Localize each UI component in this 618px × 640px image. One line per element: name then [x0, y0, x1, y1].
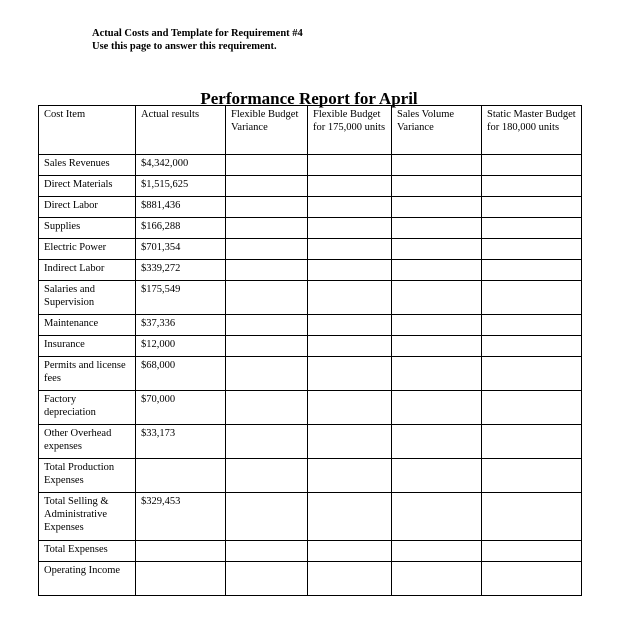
flexible-budget-variance-cell[interactable]: [226, 281, 308, 315]
cost-item-cell: Direct Labor: [39, 197, 136, 218]
table-row: [39, 562, 582, 596]
sales-volume-variance-cell[interactable]: [392, 218, 482, 239]
sales-volume-variance-cell[interactable]: [392, 239, 482, 260]
flexible-budget-cell[interactable]: [308, 391, 392, 425]
cost-item-cell: Operating Income: [39, 562, 136, 596]
cost-item-cell: Supplies: [39, 218, 136, 239]
column-header-flexible-budget-variance: Flexible Budget Variance: [226, 106, 308, 155]
sales-volume-variance-cell[interactable]: [392, 391, 482, 425]
sales-volume-variance-cell[interactable]: [392, 197, 482, 218]
flexible-budget-variance-cell[interactable]: [226, 425, 308, 459]
static-master-budget-cell[interactable]: [482, 176, 582, 197]
flexible-budget-variance-cell[interactable]: [226, 239, 308, 260]
flexible-budget-cell[interactable]: [308, 218, 392, 239]
actual-results-cell: $37,336: [136, 315, 226, 336]
sales-volume-variance-cell[interactable]: [392, 155, 482, 176]
sales-volume-variance-cell[interactable]: [392, 176, 482, 197]
header-line-2: Use this page to answer this requirement.: [92, 41, 277, 52]
flexible-budget-cell[interactable]: [308, 315, 392, 336]
sales-volume-variance-cell[interactable]: [392, 459, 482, 493]
cost-item-cell: Factory depreciation: [39, 391, 136, 425]
flexible-budget-variance-cell[interactable]: [226, 315, 308, 336]
actual-results-cell: $175,549: [136, 281, 226, 315]
cost-item-cell: Salaries and Supervision: [39, 281, 136, 315]
sales-volume-variance-cell[interactable]: [392, 541, 482, 562]
flexible-budget-cell[interactable]: [308, 197, 392, 218]
table-row: [39, 315, 582, 336]
cost-item-cell: Maintenance: [39, 315, 136, 336]
table-row: [39, 260, 582, 281]
actual-results-cell: $12,000: [136, 336, 226, 357]
flexible-budget-variance-cell[interactable]: [226, 562, 308, 596]
flexible-budget-cell[interactable]: [308, 281, 392, 315]
static-master-budget-cell[interactable]: [482, 260, 582, 281]
table-row: [39, 155, 582, 176]
header-line-1: Actual Costs and Template for Requirement #4: [92, 28, 303, 39]
sales-volume-variance-cell[interactable]: [392, 357, 482, 391]
table-header-row: [39, 106, 582, 155]
cost-item-cell: Insurance: [39, 336, 136, 357]
flexible-budget-variance-cell[interactable]: [226, 391, 308, 425]
flexible-budget-cell[interactable]: [308, 357, 392, 391]
static-master-budget-cell[interactable]: [482, 197, 582, 218]
table-row: [39, 239, 582, 260]
table-row: [39, 336, 582, 357]
actual-results-cell: $339,272: [136, 260, 226, 281]
table-row: [39, 197, 582, 218]
actual-results-cell: $68,000: [136, 357, 226, 391]
sales-volume-variance-cell[interactable]: [392, 562, 482, 596]
cost-item-cell: Sales Revenues: [39, 155, 136, 176]
table-row: [39, 541, 582, 562]
sales-volume-variance-cell[interactable]: [392, 425, 482, 459]
actual-results-cell: $33,173: [136, 425, 226, 459]
flexible-budget-variance-cell[interactable]: [226, 218, 308, 239]
cost-item-cell: Direct Materials: [39, 176, 136, 197]
table-row: [39, 176, 582, 197]
actual-results-cell: [136, 459, 226, 493]
actual-results-cell: $70,000: [136, 391, 226, 425]
static-master-budget-cell[interactable]: [482, 239, 582, 260]
flexible-budget-cell[interactable]: [308, 562, 392, 596]
actual-results-cell: $701,354: [136, 239, 226, 260]
flexible-budget-cell[interactable]: [308, 336, 392, 357]
actual-results-cell: $881,436: [136, 197, 226, 218]
sales-volume-variance-cell[interactable]: [392, 336, 482, 357]
report-title: Performance Report for April: [200, 89, 418, 108]
cost-item-cell: Total Selling & Administrative Expenses: [39, 493, 136, 541]
flexible-budget-cell[interactable]: [308, 459, 392, 493]
static-master-budget-cell[interactable]: [482, 218, 582, 239]
static-master-budget-cell[interactable]: [482, 357, 582, 391]
table-row: [39, 459, 582, 493]
flexible-budget-variance-cell[interactable]: [226, 260, 308, 281]
table-row: [39, 391, 582, 425]
static-master-budget-cell[interactable]: [482, 541, 582, 562]
static-master-budget-cell[interactable]: [482, 425, 582, 459]
flexible-budget-variance-cell[interactable]: [226, 197, 308, 218]
column-header-static-master-budget: Static Master Budget for 180,000 units: [482, 106, 582, 155]
static-master-budget-cell[interactable]: [482, 155, 582, 176]
sales-volume-variance-cell[interactable]: [392, 260, 482, 281]
flexible-budget-cell[interactable]: [308, 155, 392, 176]
flexible-budget-cell[interactable]: [308, 425, 392, 459]
table-row: [39, 357, 582, 391]
static-master-budget-cell[interactable]: [482, 281, 582, 315]
flexible-budget-variance-cell[interactable]: [226, 155, 308, 176]
table-row: [39, 218, 582, 239]
actual-results-cell: [136, 562, 226, 596]
table-row: [39, 281, 582, 315]
static-master-budget-cell[interactable]: [482, 336, 582, 357]
static-master-budget-cell[interactable]: [482, 459, 582, 493]
table-row: [39, 425, 582, 459]
column-header-flexible-budget: Flexible Budget for 175,000 units: [308, 106, 392, 155]
sales-volume-variance-cell[interactable]: [392, 281, 482, 315]
actual-results-cell: $329,453: [136, 493, 226, 541]
cost-item-cell: Other Overhead expenses: [39, 425, 136, 459]
flexible-budget-variance-cell[interactable]: [226, 493, 308, 541]
static-master-budget-cell[interactable]: [482, 315, 582, 336]
flexible-budget-cell[interactable]: [308, 541, 392, 562]
cost-item-cell: Total Production Expenses: [39, 459, 136, 493]
flexible-budget-cell[interactable]: [308, 239, 392, 260]
cost-item-cell: Total Expenses: [39, 541, 136, 562]
actual-results-cell: $1,515,625: [136, 176, 226, 197]
performance-report-table: [38, 105, 582, 596]
flexible-budget-variance-cell[interactable]: [226, 541, 308, 562]
static-master-budget-cell[interactable]: [482, 391, 582, 425]
flexible-budget-variance-cell[interactable]: [226, 357, 308, 391]
sales-volume-variance-cell[interactable]: [392, 315, 482, 336]
cost-item-cell: Indirect Labor: [39, 260, 136, 281]
actual-results-cell: [136, 541, 226, 562]
flexible-budget-variance-cell[interactable]: [226, 336, 308, 357]
column-header-cost-item: Cost Item: [39, 106, 136, 155]
static-master-budget-cell[interactable]: [482, 493, 582, 541]
cost-item-cell: Permits and license fees: [39, 357, 136, 391]
flexible-budget-cell[interactable]: [308, 493, 392, 541]
flexible-budget-cell[interactable]: [308, 260, 392, 281]
column-header-sales-volume-variance: Sales Volume Variance: [392, 106, 482, 155]
page-header: [92, 27, 303, 53]
column-header-actual-results: Actual results: [136, 106, 226, 155]
flexible-budget-variance-cell[interactable]: [226, 176, 308, 197]
cost-item-cell: Electric Power: [39, 239, 136, 260]
static-master-budget-cell[interactable]: [482, 562, 582, 596]
flexible-budget-cell[interactable]: [308, 176, 392, 197]
actual-results-cell: $4,342,000: [136, 155, 226, 176]
sales-volume-variance-cell[interactable]: [392, 493, 482, 541]
table-row: [39, 493, 582, 541]
flexible-budget-variance-cell[interactable]: [226, 459, 308, 493]
actual-results-cell: $166,288: [136, 218, 226, 239]
